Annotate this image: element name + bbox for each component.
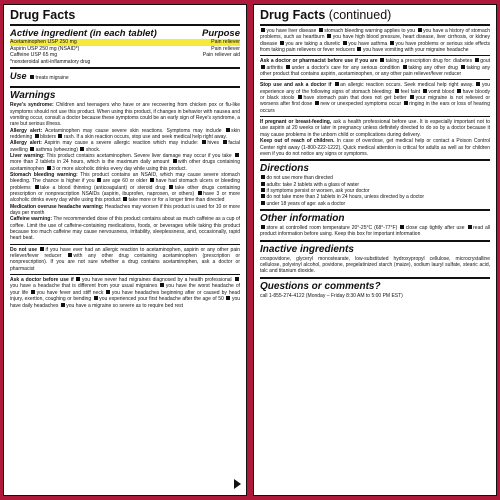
bullet-square-icon xyxy=(423,89,427,93)
purpose-heading: Purpose xyxy=(201,28,240,39)
divider xyxy=(10,244,240,245)
panel-title: Drug Facts xyxy=(10,8,76,22)
ingredient-name: Aspirin USP 250 mg (NSAID*) xyxy=(10,45,80,52)
use-text: treats migraine xyxy=(35,75,69,82)
nsaid-note: *nonsteroidal anti-inflammatory drug xyxy=(10,58,91,65)
bullet-square-icon xyxy=(357,47,361,51)
bullet-square-icon xyxy=(40,247,44,251)
bullet-square-icon xyxy=(286,65,290,69)
divider xyxy=(10,67,240,69)
bullet-square-icon xyxy=(418,28,422,32)
bullet-square-icon xyxy=(235,153,239,157)
bullet-square-icon xyxy=(280,41,284,45)
continue-arrow-icon xyxy=(234,479,241,489)
questions-text: call 1-855-274-4122 (Monday – Friday 8:30 AM to 5:00 PM EST) xyxy=(260,292,403,299)
divider xyxy=(260,240,490,242)
bullet-square-icon xyxy=(80,147,84,151)
bullet-square-icon xyxy=(35,134,39,138)
active-ingredient-heading: Active ingredient (in each tablet) xyxy=(10,28,157,39)
bullet-square-icon xyxy=(106,290,110,294)
ingredient-name: Acetaminophen USP 250 mg xyxy=(10,39,77,45)
divider xyxy=(260,277,490,279)
bullet-square-icon xyxy=(31,290,35,294)
divider xyxy=(260,159,490,161)
divider xyxy=(260,116,490,117)
bullet-square-icon xyxy=(35,185,39,189)
direction-item: if symptoms persist or worsen, ask your doctor xyxy=(260,188,490,194)
divider xyxy=(10,274,240,275)
bullet-square-icon xyxy=(61,303,65,307)
bullet-square-icon xyxy=(76,277,80,281)
allergy-alert-aspirin: Allergy alert: Aspirin may cause a severe allergic reaction which may include: hives facial swelling asthma (wheezing) shock. xyxy=(10,140,240,153)
direction-item: do not take more than 2 tablets in 24 hours, unless directed by a doctor xyxy=(260,194,490,200)
bullet-square-icon xyxy=(97,178,101,182)
bullet-square-icon xyxy=(327,34,331,38)
active-ingredient-header xyxy=(10,28,240,39)
bullet-square-icon xyxy=(315,101,319,105)
ingredient-name: Caffeine USP 65 mg xyxy=(10,52,58,59)
bullet-square-icon xyxy=(261,225,265,229)
inactive-ingredients-heading: Inactive ingredients xyxy=(260,243,354,255)
bullet-square-icon xyxy=(298,95,302,99)
bullet-square-icon xyxy=(223,140,227,144)
use-heading: Use xyxy=(10,71,27,82)
warnings-body xyxy=(10,102,240,309)
use-section xyxy=(10,71,240,84)
ask-pharmacist: Ask a doctor or pharmacist before use if you are taking a prescription drug for: diabetes gout arthritis under a doctor's care for any serious condition taking any other drug taking any other product that contains aspirin, acetaminophen, or any other pain reliever/fever reducer xyxy=(260,58,491,78)
bullet-square-icon xyxy=(47,166,51,170)
bullet-square-icon xyxy=(319,28,323,32)
stomach-bleeding-warning: Stomach bleeding warning: This product contains an NSAID, which may cause severe stomach bleeding. The chance is higher if you are age 60 or older have had stomach ulcers or bleeding problems take a blood thinning (anticoagulant) or steroid drug take other drugs containing prescription or nonprescription NSAIDs (aspirin, ibuprofen, naproxen, or others) have 3 or more alcoholic drinks every day while using this product take more or for a longer time than directed xyxy=(10,171,241,204)
bullet-square-icon xyxy=(468,225,472,229)
ingredient-row xyxy=(10,39,240,46)
liver-warning: Liver warning: This product contains acetaminophen. Severe liver damage may occur if you take more than 2 tablets in 24 hours, which is the maximum daily amount with other drugs containing acetaminophen 3 or more alcoholic drinks every day while using this product. xyxy=(10,152,240,172)
bullet-square-icon xyxy=(58,134,62,138)
ingredient-purpose: Pain reliever xyxy=(211,45,240,52)
bullet-square-icon xyxy=(343,41,347,45)
direction-item: adults: take 2 tablets with a glass of water xyxy=(260,182,490,188)
bullet-square-icon xyxy=(457,89,461,93)
bullet-square-icon xyxy=(173,159,177,163)
bullet-square-icon xyxy=(226,296,230,300)
bullet-square-icon xyxy=(150,178,154,182)
bullet-square-icon xyxy=(261,175,265,179)
direction-item: do not use more than directed xyxy=(260,175,490,181)
bullet-square-icon xyxy=(169,185,173,189)
divider xyxy=(10,24,240,26)
bullet-square-icon xyxy=(202,140,206,144)
bullet-square-icon xyxy=(30,75,34,79)
pregnancy-warning: If pregnant or breast-feeding, ask a health professional before use. It is especially important not to use aspirin at 20 weeks or later in pregnancy unless definitely directed to do so by a doctor because it may cause problems in the unborn child or complications during delivery. xyxy=(260,119,491,138)
bullet-square-icon xyxy=(261,188,265,192)
bullet-square-icon xyxy=(261,194,265,198)
continued-body xyxy=(260,28,490,157)
divider xyxy=(10,86,240,88)
bullet-square-icon xyxy=(390,41,394,45)
bullet-square-icon xyxy=(261,65,265,69)
allergy-alert-acetaminophen: Allergy alert: Acetaminophen may cause severe skin reactions. Symptoms may include skin reddening blisters rash. If a skin reaction occurs, stop use and seek medical help right away. xyxy=(10,127,240,140)
bullet-square-icon xyxy=(395,89,399,93)
drug-facts-panel-left xyxy=(3,4,247,496)
warnings-heading: Warnings xyxy=(10,90,56,102)
do-not-use: Do not use if you have ever had an allergic reaction to acetaminophen, aspirin or any other pain reliever/fever reducer with any other drug containing acetaminophen (prescription or nonprescription). If you are not sure whether a drug contains acetaminophen, ask a doctor or pharmacist xyxy=(10,246,240,272)
bullet-square-icon xyxy=(261,182,265,186)
other-info-text: store at controlled room temperature 20°-25°C (68°-77°F) close cap tightly after use read all product information before using. Keep this box for important information xyxy=(260,224,491,238)
divider xyxy=(260,24,490,26)
ask-doctor-before-use: Ask a doctor before use if you have never had migraines diagnosed by a health professional you have a headache that is different from your usual migraines you have the worst headache of your life you have fever and stiff neck you have headaches beginning after or caused by head injury, exertion, coughing or bending you experienced your first headache after the age of 50 you have daily headaches you have a migraine so severe as to require bed rest xyxy=(10,277,241,309)
drug-facts-panel-right xyxy=(253,4,497,496)
directions-heading: Directions xyxy=(260,163,309,175)
reye-warning: Reye's syndrome: Children and teenagers who have or are recovering from chicken pox or flu-like symptoms should not use this product. When using this product, if changes in behavior with nausea and vomiting occur, consult a doctor because these symptoms could be an early sign of Reye's syndrome, a rare but serious illness. xyxy=(10,102,241,128)
keep-out-of-reach: Keep out of reach of children. In case of overdose, get medical help or contact a Poison Control Center right away (1-800-222-1222). Quick medical attention is critical for adults as well as for children even if you do not notice any signs or symptoms. xyxy=(260,138,490,157)
overuse-headache-warning: Medication overuse headache warning: Headaches may worsen if this product is used for 10 or more days per month xyxy=(10,203,240,217)
ask-doctor-continued: you have liver disease stomach bleeding warning applies to you you have a history of stomach problems, such as heartburn you have high blood pressure, heart disease, liver cirrhosis, or kidney disease you are taking a diuretic you have asthma you have problems or serious side effects from taking pain relievers or fever reducers you have vomiting with your migraine headache xyxy=(260,28,491,54)
bullet-square-icon xyxy=(404,101,408,105)
divider xyxy=(260,79,490,80)
bullet-square-icon xyxy=(261,28,265,32)
ingredient-purpose: Pain reliever aid xyxy=(202,52,240,59)
bullet-square-icon xyxy=(235,277,239,281)
inactive-ingredients-text: crospovidone, glyceryl monostearate, low-substituted hydroxypropyl cellulose, microcrystalline cellulose, polyvinyl alcohol, povidone, pregelatinized starch (maize), sodium lauryl sulfate, stearic acid, talc and titanium dioxide. xyxy=(260,255,490,275)
bullet-square-icon xyxy=(30,147,34,151)
bullet-square-icon xyxy=(335,82,339,86)
stop-use: Stop use and ask a doctor if an allergic reaction occurs. Seek medical help right away. you experience any of the following signs of stomach bleeding: feel faint vomit blood have bloody or black stools have stomach pain that does not get better your migraine is not relieved or worsens after first dose new or unexpected symptoms occur ringing in the ears or loss of hearing occurs xyxy=(260,82,491,114)
caffeine-warning: Caffeine warning: The recommended dose of this product contains about as much caffeine as a cup of coffee. Limit the use of caffeine-containing medications, foods, or beverages while taking this product because too much caffeine may cause nervousness, irritability, sleeplessness, and, occasionally, rapid heart beat. xyxy=(10,216,240,242)
bullet-square-icon xyxy=(160,283,164,287)
bullet-square-icon xyxy=(410,95,414,99)
ingredient-row xyxy=(10,46,240,53)
divider xyxy=(260,55,490,56)
panel-title-continued: (continued) xyxy=(328,8,392,22)
direction-item: under 18 years of age: ask a doctor xyxy=(260,201,490,207)
bullet-square-icon xyxy=(123,197,127,201)
divider xyxy=(260,209,490,211)
directions-list xyxy=(260,175,490,207)
bullet-square-icon xyxy=(403,65,407,69)
bullet-square-icon xyxy=(475,58,479,62)
questions-heading: Questions or comments? xyxy=(260,280,381,292)
other-info-heading: Other information xyxy=(260,212,345,224)
bullet-square-icon xyxy=(226,128,230,132)
bullet-square-icon xyxy=(461,65,465,69)
bullet-square-icon xyxy=(261,201,265,205)
ingredient-row xyxy=(10,52,240,59)
ingredient-purpose: Pain reliever xyxy=(211,39,240,45)
bullet-square-icon xyxy=(94,296,98,300)
bullet-square-icon xyxy=(198,191,202,195)
bullet-square-icon xyxy=(380,58,384,62)
bullet-square-icon xyxy=(476,82,480,86)
bullet-square-icon xyxy=(400,225,404,229)
bullet-square-icon xyxy=(68,253,72,257)
panel-title: Drug Facts (continued) xyxy=(260,8,392,22)
